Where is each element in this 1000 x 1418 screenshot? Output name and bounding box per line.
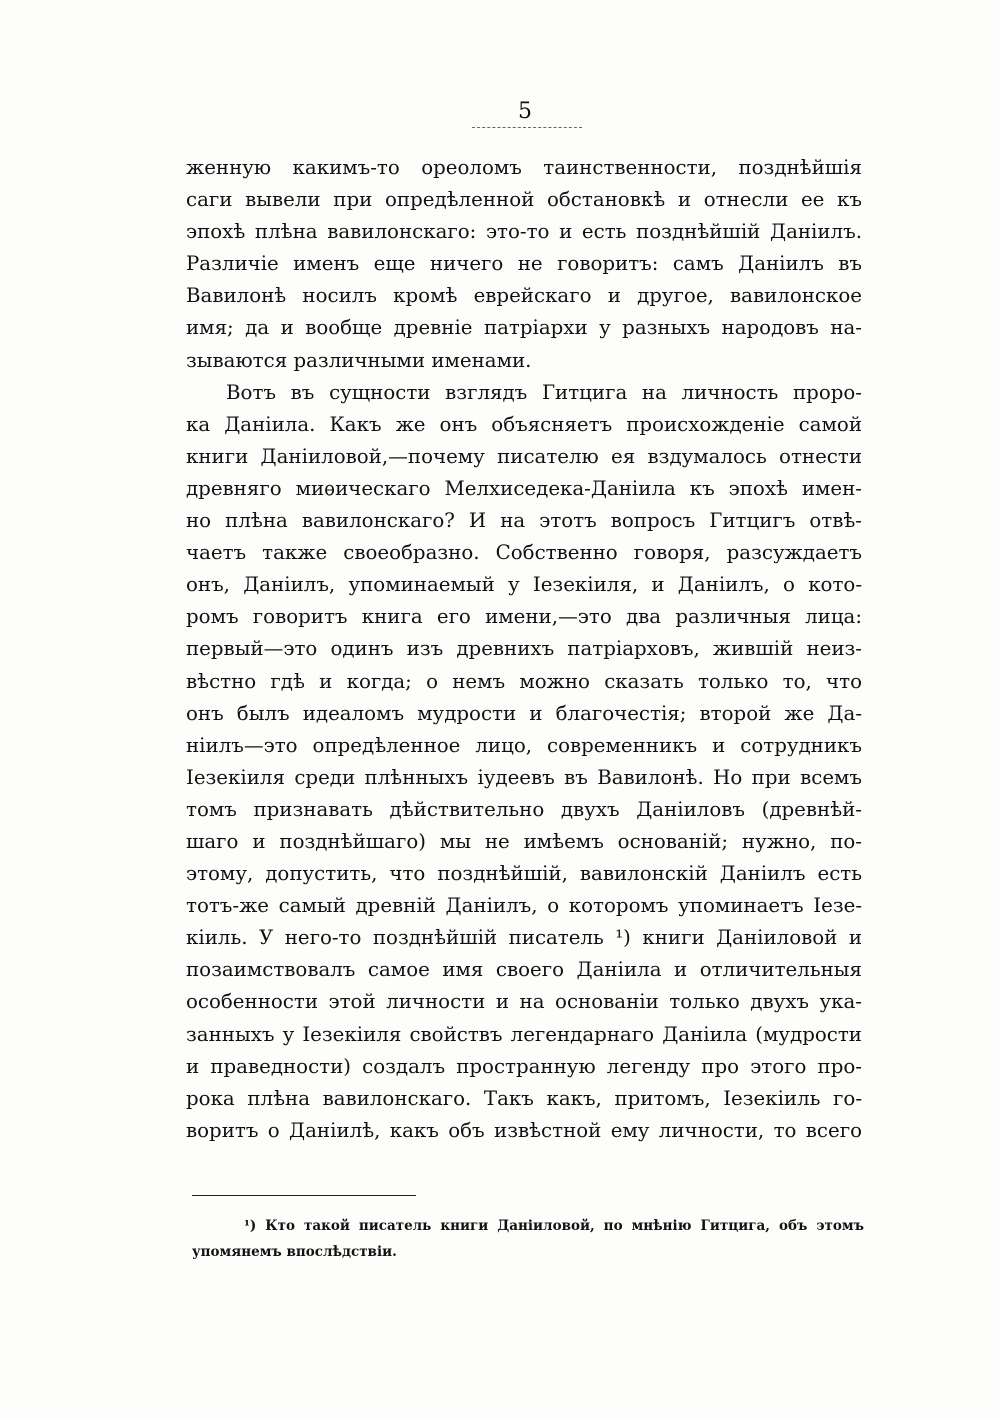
- text-line: саги вывели при опредѣленной обстановкѣ и отнесли ее къ: [186, 188, 862, 212]
- text-line: занныхъ у Іезекіиля свойствъ легендарнаго Даніила (мудрости: [186, 1022, 862, 1046]
- text-line: зываются различными именами.: [186, 348, 532, 372]
- page-number: 5: [518, 99, 532, 124]
- text-line: Вотъ въ сущности взглядъ Гитцига на личность проро-: [226, 380, 862, 404]
- text-line: вѣстно гдѣ и когда; о немъ можно сказать только то, что: [186, 669, 862, 693]
- text-line: этому, допустить, что позднѣйшій, вавилонскій Даніилъ есть: [186, 862, 862, 886]
- text-line: рока плѣна вавилонскаго. Такъ какъ, притомъ, Іезекіиль го-: [186, 1086, 862, 1110]
- body-text: [186, 152, 862, 1147]
- text-line: первый—это одинъ изъ древнихъ патріарховъ, жившій неиз-: [186, 637, 862, 661]
- text-line: воритъ о Даніилѣ, какъ объ извѣстной ему личности, то всего: [186, 1118, 862, 1142]
- text-line: эпохѣ плѣна вавилонскаго: это-то и есть позднѣйшій Даніилъ.: [186, 220, 862, 244]
- text-line: Вавилонѣ носилъ кромѣ еврейскаго и другое, вавилонское: [186, 284, 862, 308]
- text-line: томъ признавать дѣйствительно двухъ Даніиловъ (древнѣй-: [186, 797, 862, 821]
- footnote-separator: [192, 1195, 416, 1196]
- text-line: особенности этой личности и на основаніи только двухъ ука-: [186, 990, 862, 1014]
- text-line: имя; да и вообще древніе патріархи у разныхъ народовъ на-: [186, 316, 862, 340]
- text-line: кіиль. У него-то позднѣйшій писатель ¹) книги Даніиловой и: [186, 926, 862, 950]
- footnote-line: упомянемъ впослѣдствіи.: [192, 1244, 397, 1260]
- text-line: шаго и позднѣйшаго) мы не имѣемъ основаній; нужно, по-: [186, 829, 862, 853]
- footnote-line: ¹) Кто такой писатель книги Даніиловой, по мнѣнію Гитцига, объ этомъ: [244, 1218, 864, 1234]
- text-line: книги Даніиловой,—почему писателю ея вздумалось отнести: [186, 444, 862, 468]
- text-line: онъ былъ идеаломъ мудрости и благочестія; второй же Да-: [186, 701, 862, 725]
- footnote: [192, 1213, 864, 1265]
- text-line: позаимствовалъ самое имя своего Даніила и отличительныя: [186, 958, 862, 982]
- text-line: чаетъ также своеобразно. Собственно говоря, разсуждаетъ: [186, 541, 862, 565]
- page-number-rule: [472, 127, 582, 128]
- text-line: онъ, Даніилъ, упоминаемый у Іезекіиля, и Даніилъ, о кото-: [186, 573, 862, 597]
- text-line: ромъ говоритъ книга его имени,—это два различныя лица:: [186, 605, 862, 629]
- text-line: древняго миѳическаго Мелхиседека-Даніила къ эпохѣ имен-: [186, 476, 862, 500]
- text-line: Различіе именъ еще ничего не говоритъ: самъ Даніилъ въ: [186, 252, 862, 276]
- text-line: Іезекіиля среди плѣнныхъ іудеевъ въ Вавилонѣ. Но при всемъ: [186, 765, 862, 789]
- text-line: ніилъ—это опредѣленное лицо, современникъ и сотрудникъ: [186, 733, 862, 757]
- text-line: ка Даніила. Какъ же онъ объясняетъ происхожденіе самой: [186, 412, 862, 436]
- text-line: женную какимъ-то ореоломъ таинственности, позднѣйшія: [186, 156, 862, 179]
- text-line: тотъ-же самый древній Даніилъ, о которомъ упоминаетъ Іезе-: [186, 894, 862, 918]
- text-line: и праведности) создалъ пространную легенду про этого про-: [186, 1054, 862, 1078]
- text-line: но плѣна вавилонскаго? И на этотъ вопросъ Гитцигъ отвѣ-: [186, 509, 862, 533]
